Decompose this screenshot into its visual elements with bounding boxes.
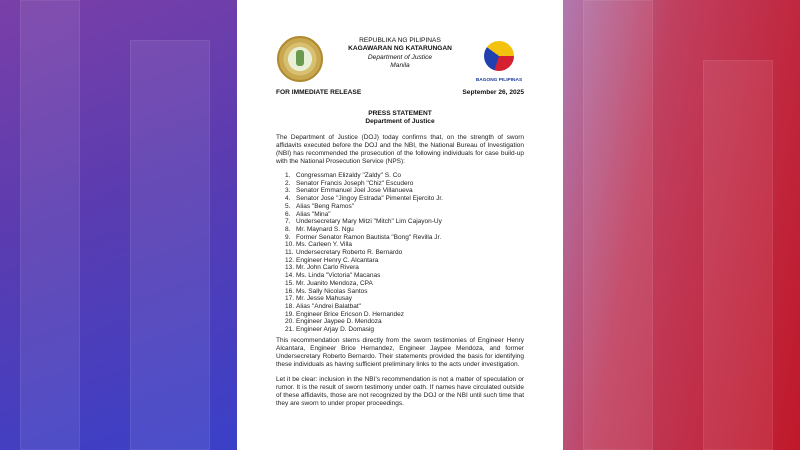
item-number: 2.: [285, 179, 291, 187]
item-number: 18.: [285, 302, 295, 310]
list-item: [285, 272, 443, 280]
paragraph-clarification: Let it be clear: inclusion in the NBI's recommendation is not a matter of speculation or rumor. It is the result of sworn testimony under oath. If names have circulated outside of these affidavits, those are not recognized by the DOJ or the NBI until such time that they are sworn to under proper proceedings.: [276, 376, 524, 407]
release-label: FOR IMMEDIATE RELEASE: [276, 89, 362, 96]
sun-emblem-icon: [484, 41, 514, 71]
list-item: [285, 195, 443, 203]
item-number: 19.: [285, 310, 295, 318]
item-number: 17.: [285, 295, 295, 303]
item-name: Ms. Carleen Y. Villa: [296, 241, 353, 249]
item-number: 8.: [285, 225, 291, 233]
item-number: 1.: [285, 172, 291, 179]
item-name: Alias "Mina": [296, 210, 331, 218]
item-number: 5.: [285, 202, 291, 210]
item-number: 14.: [285, 272, 295, 280]
list-item: [285, 249, 443, 257]
item-number: 6.: [285, 210, 291, 218]
press-release-document: [237, 0, 563, 450]
item-name: Ms. Sally Nicolas Santos: [296, 287, 368, 295]
item-number: 12.: [285, 256, 295, 264]
item-name: Ms. Linda "Victoria" Macanas: [296, 272, 381, 280]
republic-label: REPUBLIKA NG PILIPINAS: [359, 37, 441, 44]
item-name: Engineer Jaypee D. Mendoza: [296, 318, 382, 326]
list-item: [285, 264, 443, 272]
list-item: [285, 257, 443, 265]
department-english: Department of Justice: [367, 53, 433, 61]
item-name: Congressman Elizaldy "Zaldy" S. Co: [296, 172, 402, 179]
list-item: [285, 241, 443, 249]
heading: PRESS STATEMENT: [368, 110, 432, 117]
list-item: [285, 172, 443, 180]
item-name: Engineer Arjay D. Domasig: [296, 326, 375, 334]
letterhead: [317, 37, 483, 70]
item-name: Mr. Jesse Mahusay: [296, 295, 352, 303]
list-item: [285, 295, 443, 303]
item-name: Former Senator Ramon Bautista "Bong" Revilla Jr.: [296, 233, 442, 241]
item-name: Engineer Brice Ericson D. Hernandez: [296, 310, 405, 318]
item-name: Engineer Henry C. Alcantara: [296, 256, 379, 264]
list-item: [285, 234, 443, 242]
background-right: [563, 0, 800, 450]
paragraph-testimonies: This recommendation stems directly from the sworn testimonies of Engineer Henry Alcantara, Engineer Brice Hernandez, Engineer Jaypee Mendoza, and former Undersecretary Roberto Bernardo. Their statements provided the basis for identifying these individuals as having sufficient preliminary links to the acts under investigation.: [276, 337, 524, 368]
item-name: Mr. Maynard S. Ngu: [296, 225, 354, 233]
item-name: Senator Francis Joseph "Chiz" Escudero: [296, 179, 414, 187]
item-number: 9.: [285, 233, 291, 241]
item-number: 21.: [285, 326, 295, 334]
statement-title: [237, 110, 563, 127]
item-name: Alias "Andrei Balatbat": [296, 302, 361, 310]
item-number: 7.: [285, 218, 291, 226]
list-item: [285, 303, 443, 311]
item-number: 20.: [285, 318, 295, 326]
list-item: [285, 180, 443, 188]
item-number: 16.: [285, 287, 295, 295]
list-item: [285, 288, 443, 296]
list-item: [285, 326, 443, 334]
item-number: 10.: [285, 241, 295, 249]
item-name: Mr. John Carlo Rivera: [296, 264, 359, 272]
item-number: 4.: [285, 195, 291, 203]
individuals-list: [285, 172, 443, 334]
intro-paragraph: The Department of Justice (DOJ) today confirms that, on the strength of sworn affidavits executed before the DOJ and the NBI, the National Bureau of Investigation (NBI) has recommended the prosecution of the following individuals for case build-up with the National Prosecution Service (NPS):: [276, 134, 524, 165]
item-number: 3.: [285, 187, 291, 195]
release-row: [276, 89, 524, 96]
subheading: Department of Justice: [365, 118, 435, 126]
item-number: 15.: [285, 279, 295, 287]
list-item: [285, 218, 443, 226]
item-name: Mr. Juanito Mendoza, CPA: [296, 279, 373, 287]
release-date: September 26, 2025: [462, 89, 524, 96]
item-number: 13.: [285, 264, 295, 272]
list-item: [285, 211, 443, 219]
list-item: [285, 280, 443, 288]
item-name: Undersecretary Mary Mitzi "Mitch" Lim Cajayon-Uy: [296, 218, 442, 226]
item-name: Undersecretary Roberto R. Bernardo: [296, 249, 403, 257]
bagong-pilipinas-label: BAGONG PILIPINAS: [475, 78, 523, 83]
item-name: Alias "Beng Ramos": [296, 202, 355, 210]
item-name: Senator Jose "Jingoy Estrada" Pimentel Ejercito Jr.: [296, 195, 443, 203]
item-number: 11.: [285, 249, 294, 257]
item-name: Senator Emmanuel Joel Jose Villanueva: [296, 187, 413, 195]
list-item: [285, 318, 443, 326]
background-left: [0, 0, 237, 450]
list-item: [285, 311, 443, 319]
list-item: [285, 226, 443, 234]
bagong-pilipinas-logo: [473, 37, 525, 85]
department-tagalog: KAGAWARAN NG KATARUNGAN: [348, 45, 452, 53]
list-item: [285, 187, 443, 195]
list-item: [285, 203, 443, 211]
city: Manila: [390, 61, 410, 69]
